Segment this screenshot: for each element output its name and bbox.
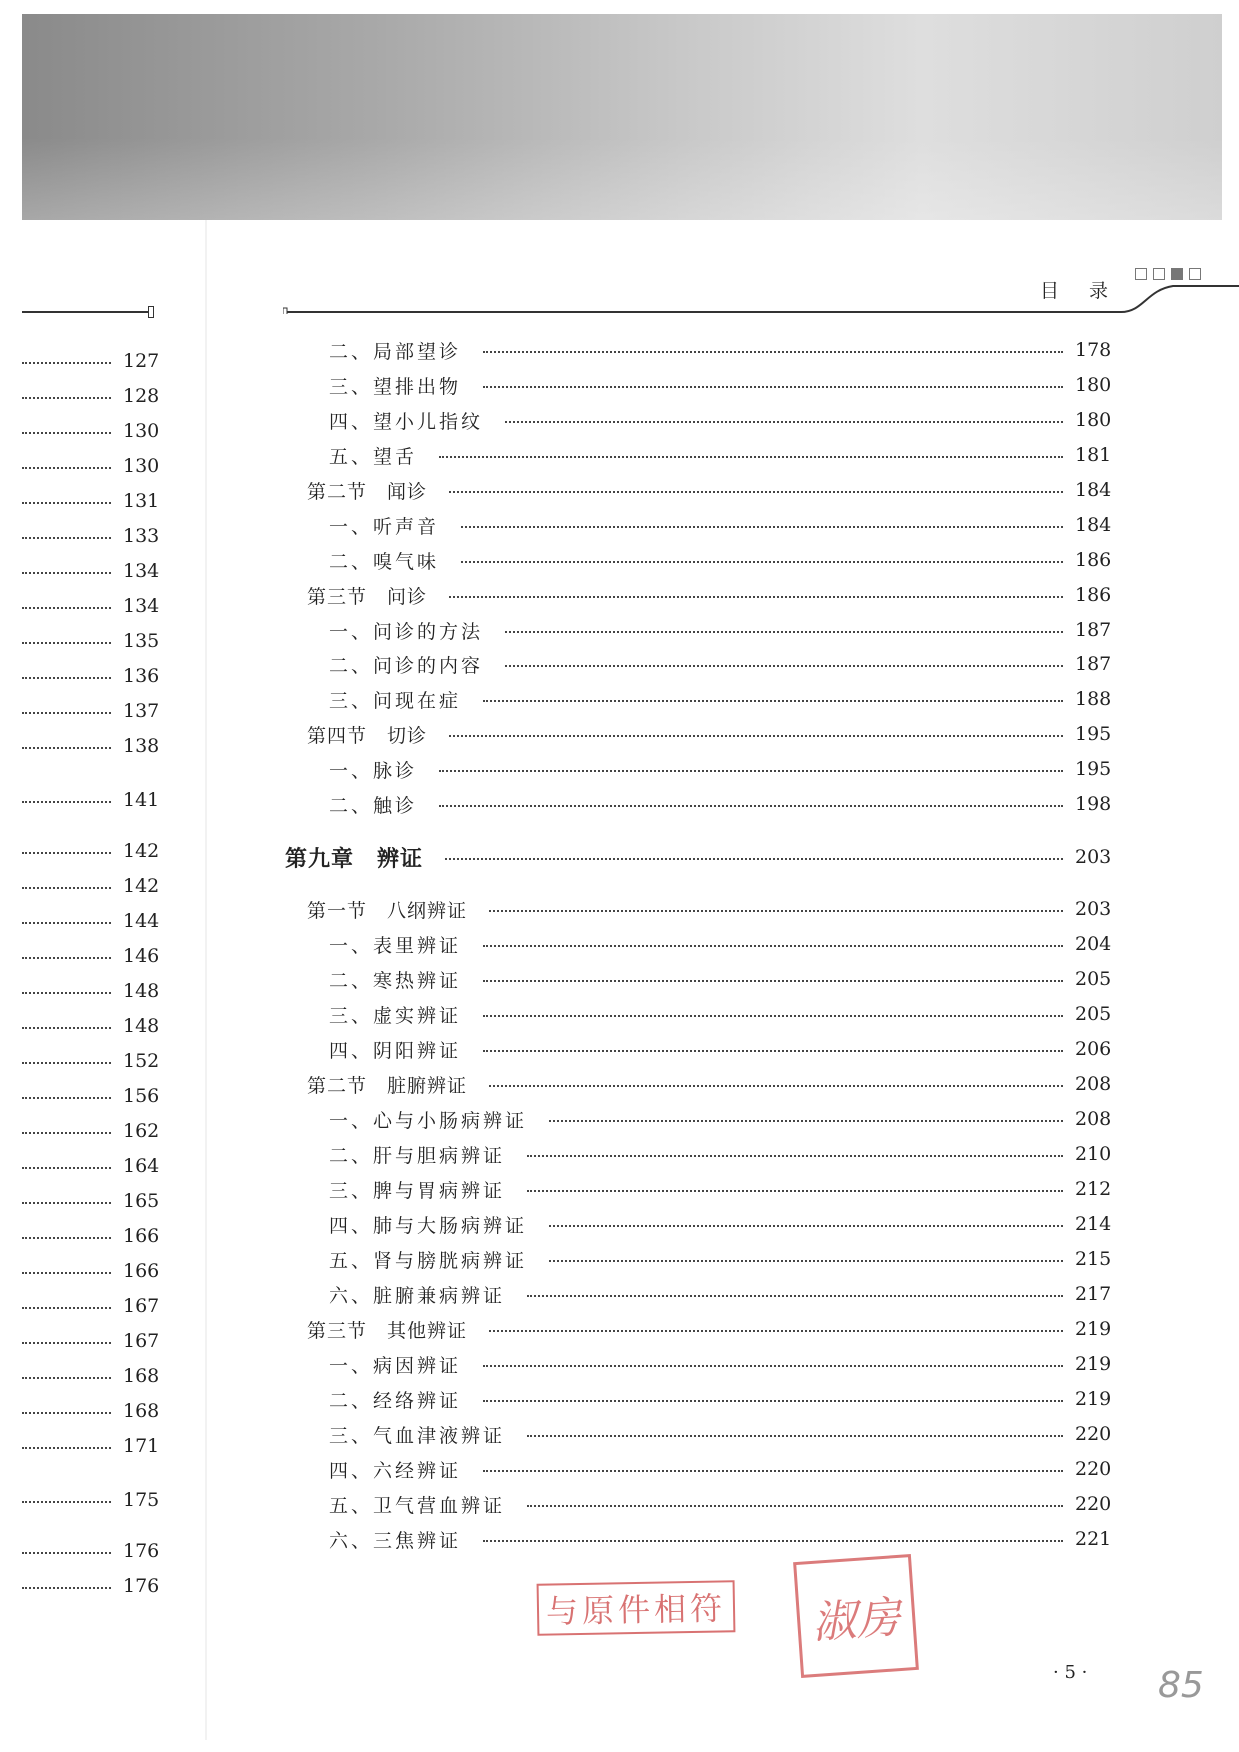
entry-page: 219 [1075, 1318, 1112, 1340]
left-toc-page: 176 [123, 1540, 160, 1562]
leader-dots [22, 502, 111, 504]
left-toc-page: 130 [123, 420, 160, 442]
leader-dots [483, 700, 1063, 702]
entry-page: 220 [1075, 1458, 1112, 1480]
leader-dots [22, 1307, 111, 1309]
entry-title: 二、经络辨证 [329, 1389, 462, 1412]
left-toc-page: 130 [123, 455, 160, 477]
certify-stamp: 与原件相符 [537, 1580, 736, 1635]
left-toc-row [22, 488, 160, 514]
left-toc-page: 127 [123, 350, 160, 372]
item-entry [329, 1454, 1112, 1484]
left-toc-row [22, 1398, 160, 1424]
section-entry [307, 894, 1112, 924]
entry-title: 三、问现在症 [329, 689, 462, 712]
entry-title: 三、脾与胃病辨证 [329, 1179, 506, 1202]
left-toc-row [22, 1048, 160, 1074]
header-rule [283, 280, 1239, 314]
item-entry [329, 754, 1112, 784]
entry-page: 187 [1075, 653, 1112, 675]
item-entry [329, 335, 1112, 365]
leader-dots [22, 397, 111, 399]
entry-title: 四、六经辨证 [329, 1459, 462, 1482]
entry-title: 四、阴阳辨证 [329, 1039, 462, 1062]
leader-dots [527, 1155, 1063, 1157]
leader-dots [22, 1237, 111, 1239]
item-entry [329, 370, 1112, 400]
entry-page: 195 [1075, 758, 1112, 780]
leader-dots [549, 1120, 1063, 1122]
entry-title: 第一节 八纲辨证 [307, 899, 468, 922]
leader-dots [22, 537, 111, 539]
item-entry [329, 1419, 1112, 1449]
leader-dots [22, 712, 111, 714]
leader-dots [449, 735, 1063, 737]
entry-title: 一、心与小肠病辨证 [329, 1109, 528, 1132]
entry-page: 178 [1075, 339, 1112, 361]
leader-dots [22, 801, 111, 803]
leader-dots [439, 770, 1063, 772]
leader-dots [22, 1202, 111, 1204]
left-toc-row [22, 1433, 160, 1459]
leader-dots [505, 631, 1063, 633]
entry-page: 212 [1075, 1178, 1112, 1200]
leader-dots [527, 1505, 1063, 1507]
header-banner [22, 14, 1222, 220]
leader-dots [461, 561, 1063, 563]
left-toc-row [22, 558, 160, 584]
entry-title: 第三节 其他辨证 [307, 1319, 468, 1342]
left-toc-page: 136 [123, 665, 160, 687]
entry-page: 206 [1075, 1038, 1112, 1060]
entry-title: 五、卫气营血辨证 [329, 1494, 506, 1517]
entry-page: 195 [1075, 723, 1112, 745]
entry-page: 205 [1075, 1003, 1112, 1025]
left-toc-row [22, 1153, 160, 1179]
item-entry [329, 1279, 1112, 1309]
entry-title: 一、表里辨证 [329, 934, 462, 957]
leader-dots [22, 1342, 111, 1344]
leader-dots [22, 957, 111, 959]
left-toc-row [22, 1573, 160, 1599]
item-entry [329, 1104, 1112, 1134]
left-toc-page: 135 [123, 630, 160, 652]
left-toc-row [22, 978, 160, 1004]
item-entry [329, 964, 1112, 994]
entry-page: 208 [1075, 1108, 1112, 1130]
leader-dots [22, 467, 111, 469]
leader-dots [22, 642, 111, 644]
left-toc-row [22, 733, 160, 759]
left-toc-row [22, 1258, 160, 1284]
leader-dots [549, 1225, 1063, 1227]
entry-page: 219 [1075, 1353, 1112, 1375]
item-entry [329, 1034, 1112, 1064]
leader-dots [22, 607, 111, 609]
left-toc-page: 175 [123, 1489, 160, 1511]
left-toc-page: 167 [123, 1330, 160, 1352]
left-toc-page: 146 [123, 945, 160, 967]
seal-stamp: 淑房 [793, 1554, 919, 1678]
left-toc-row [22, 1188, 160, 1214]
left-toc-page: 148 [123, 980, 160, 1002]
leader-dots [505, 665, 1063, 667]
leader-dots [22, 1501, 111, 1503]
left-toc-row [22, 873, 160, 899]
leader-dots [445, 858, 1063, 860]
leader-dots [483, 1400, 1063, 1402]
leader-dots [22, 992, 111, 994]
entry-page: 220 [1075, 1423, 1112, 1445]
left-toc-page: 148 [123, 1015, 160, 1037]
leader-dots [22, 1097, 111, 1099]
entry-page: 204 [1075, 933, 1112, 955]
left-toc-page: 152 [123, 1050, 160, 1072]
leader-dots [22, 887, 111, 889]
left-toc-row [22, 663, 160, 689]
entry-title: 二、嗅气味 [329, 550, 440, 573]
entry-page: 198 [1075, 793, 1112, 815]
left-toc-row [22, 1118, 160, 1144]
left-toc-row [22, 787, 160, 813]
leader-dots [22, 1552, 111, 1554]
leader-dots [483, 1365, 1063, 1367]
leader-dots [483, 1015, 1063, 1017]
entry-title: 五、肾与膀胱病辨证 [329, 1249, 528, 1272]
leader-dots [483, 1540, 1063, 1542]
entry-title: 一、脉诊 [329, 759, 418, 782]
entry-page: 215 [1075, 1248, 1112, 1270]
entry-title: 二、局部望诊 [329, 340, 462, 363]
left-toc-row [22, 1538, 160, 1564]
leader-dots [22, 572, 111, 574]
item-entry [329, 1524, 1112, 1554]
left-toc-row [22, 418, 160, 444]
chapter-entry [285, 842, 1112, 872]
leader-dots [527, 1190, 1063, 1192]
leader-dots [22, 922, 111, 924]
left-toc-page: 165 [123, 1190, 160, 1212]
entry-page: 188 [1075, 688, 1112, 710]
left-toc-row [22, 523, 160, 549]
item-entry [329, 999, 1112, 1029]
leader-dots [483, 386, 1063, 388]
left-toc-page: 168 [123, 1365, 160, 1387]
item-entry [329, 1384, 1112, 1414]
leader-dots [22, 1587, 111, 1589]
left-toc-page: 171 [123, 1435, 160, 1457]
left-toc-page: 128 [123, 385, 160, 407]
entry-page: 220 [1075, 1493, 1112, 1515]
leader-dots [22, 1272, 111, 1274]
left-toc-row [22, 593, 160, 619]
leader-dots [483, 945, 1063, 947]
entry-page: 184 [1075, 479, 1112, 501]
item-entry [329, 1489, 1112, 1519]
entry-title: 二、问诊的内容 [329, 654, 484, 677]
left-toc-row [22, 838, 160, 864]
leader-dots [22, 1377, 111, 1379]
left-page-rule [22, 311, 150, 313]
left-toc-page: 166 [123, 1260, 160, 1282]
left-toc-page: 176 [123, 1575, 160, 1597]
section-entry [307, 1069, 1112, 1099]
entry-title: 三、虚实辨证 [329, 1004, 462, 1027]
left-toc-page: 131 [123, 490, 160, 512]
leader-dots [22, 1412, 111, 1414]
leader-dots [22, 677, 111, 679]
leader-dots [505, 421, 1063, 423]
entry-title: 六、脏腑兼病辨证 [329, 1284, 506, 1307]
item-entry [329, 649, 1112, 679]
section-entry [307, 719, 1112, 749]
entry-title: 三、望排出物 [329, 375, 462, 398]
entry-title: 六、三焦辨证 [329, 1529, 462, 1552]
left-toc-row [22, 1363, 160, 1389]
left-toc-row [22, 1487, 160, 1513]
entry-title: 第九章 辨证 [285, 846, 424, 872]
leader-dots [22, 1447, 111, 1449]
left-toc-page: 156 [123, 1085, 160, 1107]
item-entry [329, 1139, 1112, 1169]
leader-dots [22, 1062, 111, 1064]
left-toc-row [22, 628, 160, 654]
left-toc-page: 162 [123, 1120, 160, 1142]
entry-page: 184 [1075, 514, 1112, 536]
entry-title: 一、问诊的方法 [329, 620, 484, 643]
entry-title: 第四节 切诊 [307, 724, 428, 747]
header-ornament-icon [1135, 268, 1201, 280]
left-toc-page: 138 [123, 735, 160, 757]
entry-page: 180 [1075, 374, 1112, 396]
left-toc-page: 141 [123, 789, 160, 811]
section-entry [307, 580, 1112, 610]
leader-dots [483, 1050, 1063, 1052]
left-toc-row [22, 383, 160, 409]
leader-dots [22, 852, 111, 854]
leader-dots [22, 362, 111, 364]
item-entry [329, 405, 1112, 435]
left-toc-row [22, 1293, 160, 1319]
entry-page: 219 [1075, 1388, 1112, 1410]
item-entry [329, 929, 1112, 959]
item-entry [329, 1209, 1112, 1239]
left-toc-page: 137 [123, 700, 160, 722]
left-toc-row [22, 1083, 160, 1109]
item-entry [329, 1349, 1112, 1379]
leader-dots [439, 805, 1063, 807]
entry-title: 三、气血津液辨证 [329, 1424, 506, 1447]
left-toc-page: 134 [123, 595, 160, 617]
leader-dots [449, 491, 1063, 493]
item-entry [329, 789, 1112, 819]
item-entry [329, 1174, 1112, 1204]
left-toc-page: 168 [123, 1400, 160, 1422]
left-toc-row [22, 1328, 160, 1354]
leader-dots [461, 526, 1063, 528]
entry-page: 205 [1075, 968, 1112, 990]
leader-dots [483, 1470, 1063, 1472]
section-entry [307, 475, 1112, 505]
left-toc-row [22, 908, 160, 934]
entry-title: 四、肺与大肠病辨证 [329, 1214, 528, 1237]
left-toc-page: 166 [123, 1225, 160, 1247]
entry-title: 四、望小儿指纹 [329, 410, 484, 433]
leader-dots [483, 980, 1063, 982]
left-toc-page: 144 [123, 910, 160, 932]
entry-page: 210 [1075, 1143, 1112, 1165]
leader-dots [439, 456, 1063, 458]
leader-dots [22, 1027, 111, 1029]
left-toc-page: 134 [123, 560, 160, 582]
leader-dots [449, 596, 1063, 598]
entry-page: 208 [1075, 1073, 1112, 1095]
entry-page: 203 [1075, 846, 1112, 868]
leader-dots [22, 432, 111, 434]
entry-page: 181 [1075, 444, 1112, 466]
entry-title: 一、听声音 [329, 515, 440, 538]
leader-dots [489, 1085, 1063, 1087]
leader-dots [489, 910, 1063, 912]
entry-page: 217 [1075, 1283, 1112, 1305]
entry-page: 187 [1075, 619, 1112, 641]
page-gutter [205, 220, 207, 1740]
entry-page: 180 [1075, 409, 1112, 431]
leader-dots [549, 1260, 1063, 1262]
leader-dots [22, 1167, 111, 1169]
entry-page: 214 [1075, 1213, 1112, 1235]
entry-title: 二、寒热辨证 [329, 969, 462, 992]
entry-title: 二、肝与胆病辨证 [329, 1144, 506, 1167]
entry-title: 一、病因辨证 [329, 1354, 462, 1377]
entry-title: 二、触诊 [329, 794, 418, 817]
leader-dots [22, 747, 111, 749]
entry-page: 186 [1075, 584, 1112, 606]
left-toc-row [22, 698, 160, 724]
entry-title: 五、望舌 [329, 445, 418, 468]
item-entry [329, 684, 1112, 714]
entry-title: 第二节 闻诊 [307, 480, 428, 503]
section-entry [307, 1314, 1112, 1344]
left-toc-row [22, 1223, 160, 1249]
entry-page: 186 [1075, 549, 1112, 571]
leader-dots [483, 351, 1063, 353]
leader-dots [527, 1435, 1063, 1437]
item-entry [329, 440, 1112, 470]
item-entry [329, 615, 1112, 645]
left-toc-row [22, 348, 160, 374]
leader-dots [527, 1295, 1063, 1297]
left-toc-page: 142 [123, 840, 160, 862]
left-toc-page: 167 [123, 1295, 160, 1317]
leader-dots [489, 1330, 1063, 1332]
page-number: · 5 · [1053, 1662, 1088, 1683]
item-entry [329, 1244, 1112, 1274]
handwritten-number: 85 [1158, 1665, 1204, 1706]
item-entry [329, 510, 1112, 540]
entry-title: 第二节 脏腑辨证 [307, 1074, 468, 1097]
entry-page: 203 [1075, 898, 1112, 920]
left-toc-row [22, 943, 160, 969]
leader-dots [22, 1132, 111, 1134]
left-toc-page: 142 [123, 875, 160, 897]
entry-title: 第三节 问诊 [307, 585, 428, 608]
left-toc-row [22, 453, 160, 479]
entry-page: 221 [1075, 1528, 1112, 1550]
left-toc-page: 133 [123, 525, 160, 547]
left-toc-page: 164 [123, 1155, 160, 1177]
item-entry [329, 545, 1112, 575]
header-title: 目 录 [1040, 280, 1121, 302]
left-toc-row [22, 1013, 160, 1039]
